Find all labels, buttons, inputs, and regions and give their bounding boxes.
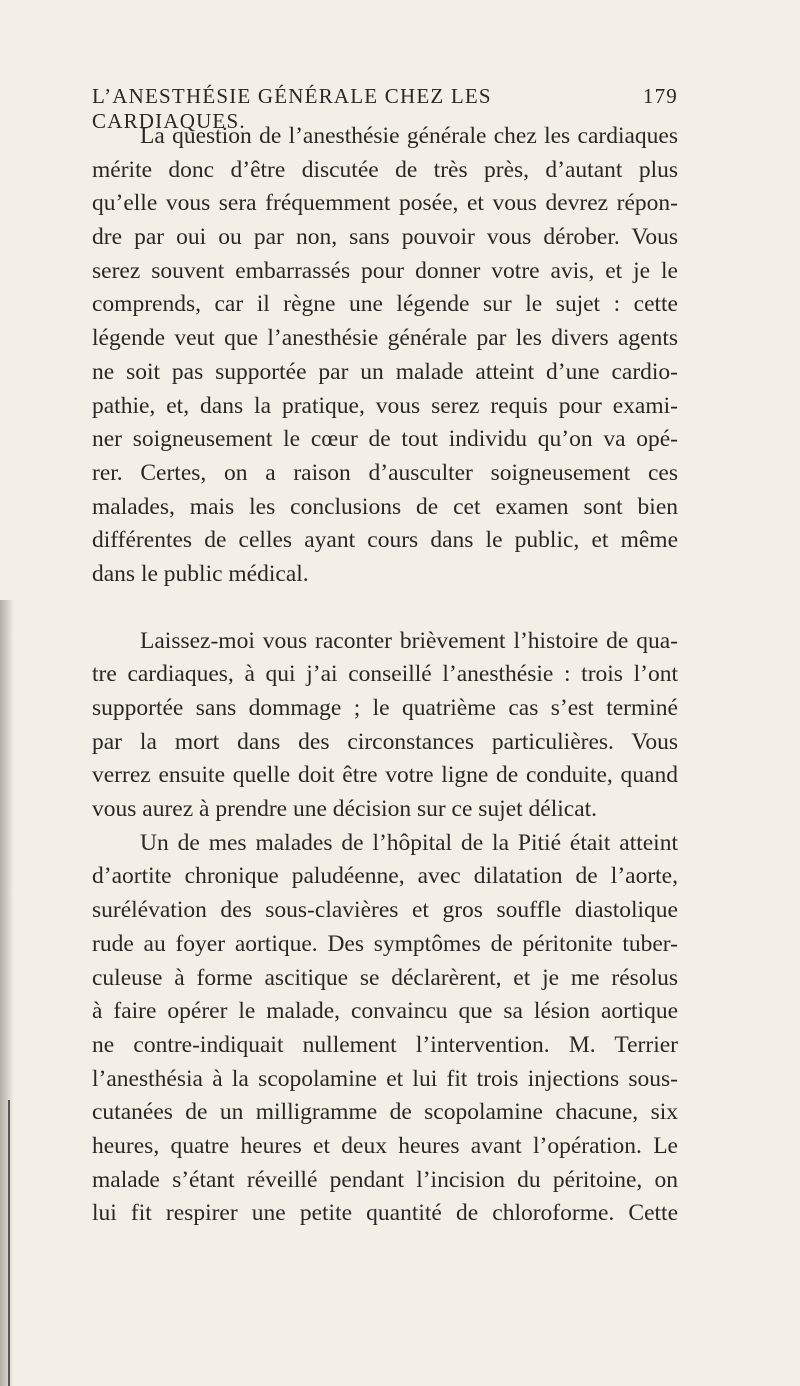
body-text (92, 120, 678, 1231)
text-line: comprends, car il règne une légende sur le sujet : cette (92, 291, 678, 318)
text-line: rude au foyer aortique. Des symptômes de péritonite tuber- (92, 930, 678, 957)
text-line: tre cardiaques, à qui j’ai conseillé l’anesthésie : trois l’ont (92, 661, 678, 688)
text-line: ne soit pas supportée par un malade atteint d’une cardio- (92, 358, 678, 385)
text-line: l’anesthésia à la scopolamine et lui fit trois injections sous- (92, 1065, 678, 1092)
text-line: surélévation des sous-clavières et gros souffle diastolique (92, 897, 678, 924)
text-line: mérite donc d’être discutée de très près, d’autant plus (92, 156, 678, 183)
running-title: L’ANESTHÉSIE GÉNÉRALE CHEZ LES CARDIAQUES. (92, 84, 492, 133)
text-line: qu’elle vous sera fréquemment posée, et vous devrez répon- (92, 190, 678, 217)
text-line: supportée sans dommage ; le quatrième cas s’est terminé (92, 695, 678, 721)
text-line: Un de mes malades de l’hôpital de la Pitié était atteint (140, 829, 678, 856)
text-line: rer. Certes, on a raison d’ausculter soigneusement ces (92, 459, 678, 486)
text-line: à faire opérer le malade, convaincu que sa lésion aortique (92, 998, 678, 1025)
text-line: lui fit respirer une petite quantité de chloroforme. Cette (92, 1200, 678, 1227)
text-line: La question de l’anesthésie générale chez les cardiaques (140, 123, 678, 149)
text-line: verrez ensuite quelle doit être votre ligne de conduite, quand (92, 762, 678, 789)
text-line: malades, mais les conclusions de cet examen sont bien (92, 493, 678, 520)
text-line: malade s’étant réveillé pendant l’incision du péritoine, on (92, 1166, 678, 1193)
paragraph-2 (92, 625, 678, 827)
text-line: ner soigneusement le cœur de tout individu qu’on va opé- (92, 426, 678, 453)
page-number: 179 (642, 84, 678, 108)
text-line: Laissez-moi vous raconter brièvement l’histoire de qua- (140, 627, 678, 654)
text-line: dre par oui ou par non, sans pouvoir vous dérober. Vous (92, 224, 678, 251)
running-head (92, 84, 678, 133)
text-line: culeuse à forme ascitique se déclarèrent, et je me résolus (92, 964, 678, 991)
text-line: cutanées de un milligramme de scopolamine chacune, six (92, 1099, 678, 1126)
text-line: dans le public médical. (92, 560, 309, 587)
text-line: heures, quatre heures et deux heures avant l’opération. Le (92, 1132, 678, 1159)
text-line: d’aortite chronique paludéenne, avec dilatation de l’aorte, (92, 863, 678, 890)
text-line: différentes de celles ayant cours dans le public, et même (92, 527, 678, 554)
text-line: pathie, et, dans la pratique, vous serez requis pour exami- (92, 392, 678, 419)
text-line: par la mort dans des circonstances particulières. Vous (92, 728, 678, 755)
text-line: ne contre-indiquait nullement l’intervention. M. Terrier (92, 1031, 678, 1058)
paragraph-1 (92, 120, 678, 592)
text-line: légende veut que l’anesthésie générale par les divers agents (92, 325, 678, 352)
paragraph-3 (92, 827, 678, 1231)
text-line: vous aurez à prendre une décision sur ce sujet délicat. (92, 796, 598, 823)
binding-edge-line (8, 1100, 10, 1386)
paragraph-gap (92, 592, 678, 625)
text-line: serez souvent embarrassés pour donner votre avis, et je le (92, 257, 678, 284)
page-edge-shadow (0, 600, 14, 1386)
